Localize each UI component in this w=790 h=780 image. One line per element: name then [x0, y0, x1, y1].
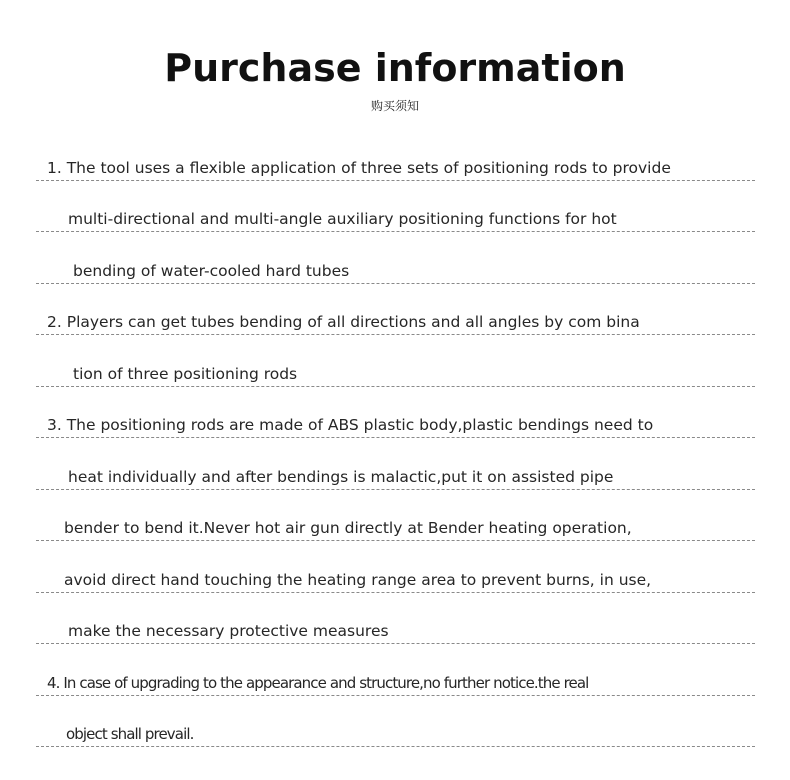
list-item-line [36, 258, 755, 284]
list-item-line [36, 567, 755, 593]
list-item-line [36, 155, 755, 181]
line-text: 4. In case of upgrading to the appearance and structure,no further notice.the real [47, 674, 589, 692]
list-item-line [36, 206, 755, 232]
list-item-line [36, 412, 755, 438]
line-text: avoid direct hand touching the heating range area to prevent burns, in use, [64, 571, 652, 589]
line-text: 2. Players can get tubes bending of all directions and all angles by com bina [47, 313, 640, 331]
line-text: object shall prevail. [66, 725, 194, 743]
line-text: multi-directional and multi-angle auxiliary positioning functions for hot [68, 210, 617, 228]
list-item-line [36, 618, 755, 644]
page-title: Purchase information [164, 46, 626, 90]
line-text: bending of water-cooled hard tubes [73, 262, 350, 280]
list-item-line [36, 309, 755, 335]
line-text: bender to bend it.Never hot air gun directly at Bender heating operation, [64, 519, 632, 537]
line-text: 1. The tool uses a flexible application of three sets of positioning rods to provide [47, 159, 671, 177]
list-item-line [36, 670, 755, 696]
list-item-line [36, 721, 755, 747]
page-subtitle: 购买须知 [370, 99, 419, 113]
line-text: tion of three positioning rods [73, 365, 298, 383]
list-item-line [36, 361, 755, 387]
list-item-line [36, 464, 755, 490]
line-text: make the necessary protective measures [68, 622, 389, 640]
line-text: 3. The positioning rods are made of ABS plastic body,plastic bendings need to [47, 416, 654, 434]
line-text: heat individually and after bendings is malactic,put it on assisted pipe [68, 468, 614, 486]
list-item-line [36, 515, 755, 541]
